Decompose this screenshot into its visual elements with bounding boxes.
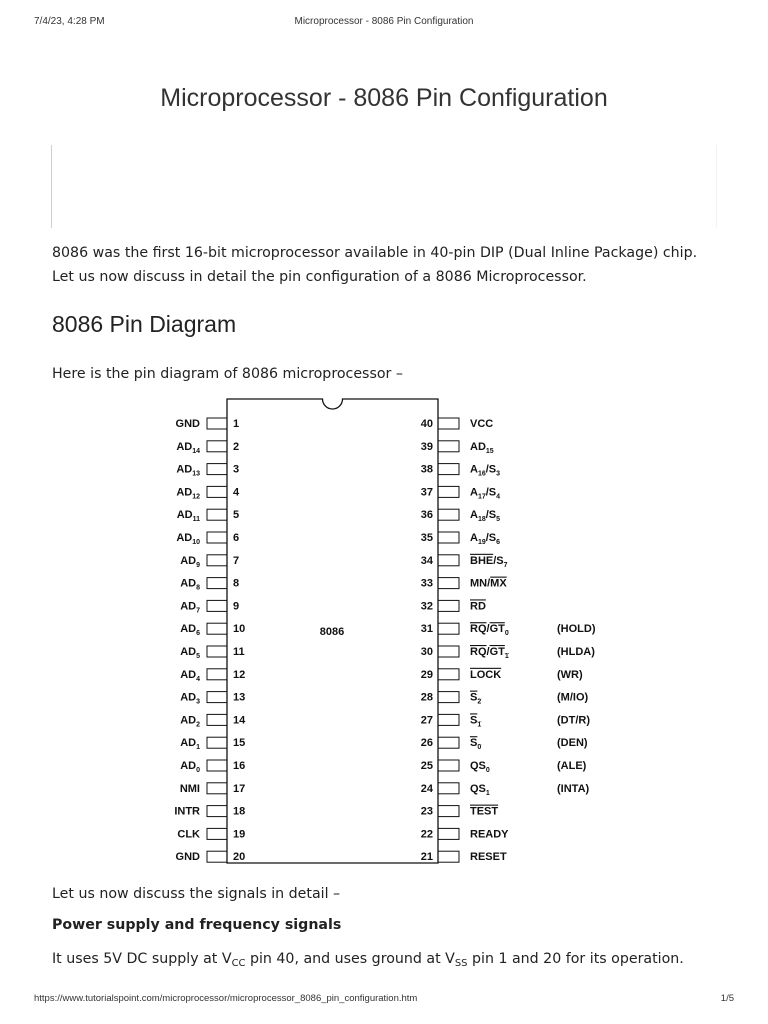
- pin-box-40: [438, 418, 459, 429]
- pin-alt-function-24: (INTA): [557, 782, 590, 795]
- pin-box-6: [207, 532, 227, 543]
- pin-label-13: $AD_3$: [180, 691, 200, 706]
- pin-number-10: 10: [233, 623, 246, 636]
- pin-box-17: [207, 783, 227, 794]
- pin-box-38: [438, 464, 459, 475]
- pin-number-32: 32: [420, 600, 433, 613]
- pin-box-18: [207, 806, 227, 817]
- pin-alt-function-29: (WR): [557, 668, 583, 681]
- power-text-part1: It uses 5V DC supply at V: [52, 951, 232, 967]
- pin-number-22: 22: [420, 828, 433, 841]
- power-supply-paragraph: [52, 947, 722, 971]
- pin-box-3: [207, 464, 227, 475]
- pin-box-15: [207, 737, 227, 748]
- pin-label-36: $A_{18}/S_5$: [470, 509, 501, 524]
- pin-number-1: 1: [233, 418, 240, 430]
- pin-box-12: [207, 669, 227, 680]
- print-datetime: 7/4/23, 4:28 PM: [34, 16, 105, 27]
- pin-box-22: [438, 828, 459, 839]
- pin-label-23: TEST: [470, 805, 499, 818]
- pin-number-26: 26: [420, 737, 433, 750]
- diagram-intro-text: Here is the pin diagram of 8086 microprocessor –: [52, 366, 403, 382]
- pin-label-20: GND: [175, 851, 200, 864]
- pin-box-26: [438, 737, 459, 748]
- pin-label-12: $AD_4$: [180, 668, 200, 683]
- pin-box-34: [438, 555, 459, 566]
- pin-number-21: 21: [420, 851, 433, 864]
- pin-label-2: $AD_{14}$: [176, 440, 200, 455]
- pin-number-34: 34: [420, 554, 433, 567]
- pin-label-27: $S_1$: [470, 714, 482, 729]
- pin-diagram: [150, 390, 620, 870]
- pin-label-39: $AD_{15}$: [470, 440, 494, 455]
- pin-label-15: $AD_1$: [180, 737, 200, 752]
- pin-number-24: 24: [420, 782, 433, 795]
- pin-label-22: READY: [470, 828, 509, 841]
- pin-number-2: 2: [233, 440, 240, 453]
- pin-label-4: $AD_{12}$: [176, 486, 200, 501]
- pin-label-1: GND: [175, 418, 200, 430]
- pin-label-9: $AD_7$: [180, 600, 200, 615]
- pin-number-31: 31: [420, 623, 433, 636]
- pin-label-10: $AD_6$: [180, 623, 200, 638]
- power-supply-heading: Power supply and frequency signals: [52, 917, 342, 933]
- pin-box-39: [438, 441, 459, 452]
- pin-alt-function-26: (DEN): [557, 737, 588, 750]
- pin-number-18: 18: [233, 805, 246, 818]
- pin-number-35: 35: [420, 532, 433, 544]
- pin-label-6: $AD_{10}$: [176, 532, 200, 546]
- pin-number-27: 27: [420, 714, 433, 727]
- pin-label-32: RD: [470, 600, 486, 613]
- pin-label-30: $RQ/GT_1$: [470, 646, 509, 660]
- pin-label-7: $AD_9$: [180, 554, 200, 569]
- pin-box-1: [207, 418, 227, 429]
- pin-box-16: [207, 760, 227, 771]
- pin-label-21: RESET: [470, 851, 507, 864]
- pin-number-20: 20: [233, 851, 246, 864]
- pin-number-13: 13: [233, 691, 246, 704]
- vcc-subscript: CC: [231, 958, 246, 969]
- pin-box-28: [438, 692, 459, 703]
- pin-number-28: 28: [420, 691, 433, 704]
- pin-number-5: 5: [233, 509, 240, 522]
- power-text-part3: pin 1 and 20 for its operation.: [467, 951, 684, 967]
- ad-placeholder-edge: [716, 145, 717, 228]
- chip-label: 8086: [319, 626, 345, 638]
- pin-box-31: [438, 623, 459, 634]
- pin-alt-function-27: (DT/R): [557, 714, 590, 727]
- pin-number-39: 39: [420, 440, 433, 453]
- pin-label-26: $S_0$: [470, 737, 482, 752]
- pin-box-30: [438, 646, 459, 657]
- pin-number-15: 15: [233, 737, 246, 750]
- pin-number-14: 14: [233, 714, 246, 727]
- pin-box-36: [438, 509, 459, 520]
- pin-label-34: BHE/$S_7$: [470, 554, 508, 569]
- ad-placeholder: [51, 145, 717, 228]
- pin-label-11: $AD_5$: [180, 646, 200, 660]
- pin-label-31: $RQ/GT_0$: [470, 623, 509, 638]
- pin-box-9: [207, 600, 227, 611]
- pin-label-17: NMI: [179, 782, 200, 795]
- pin-label-33: MN/MX: [470, 577, 507, 590]
- pin-box-11: [207, 646, 227, 657]
- pin-number-8: 8: [233, 577, 240, 590]
- pin-label-8: $AD_8$: [180, 577, 200, 592]
- pin-alt-function-31: (HOLD): [557, 623, 596, 636]
- pin-label-35: $A_{19}/S_6$: [470, 532, 501, 546]
- pin-label-24: $QS_1$: [470, 782, 490, 797]
- pin-label-25: $QS_0$: [470, 760, 490, 774]
- pin-number-17: 17: [233, 782, 246, 795]
- pin-label-14: $AD_2$: [180, 714, 200, 729]
- pin-number-9: 9: [233, 600, 240, 613]
- pin-box-37: [438, 486, 459, 497]
- pin-number-30: 30: [420, 646, 433, 658]
- pin-number-7: 7: [233, 554, 240, 567]
- pin-label-28: $S_2$: [470, 691, 482, 706]
- pin-number-3: 3: [233, 463, 240, 476]
- pin-label-18: INTR: [174, 805, 200, 818]
- pin-box-14: [207, 714, 227, 725]
- pin-label-5: $AD_{11}$: [176, 509, 200, 524]
- pin-box-27: [438, 714, 459, 725]
- pin-box-35: [438, 532, 459, 543]
- signals-intro-text: Let us now discuss the signals in detail –: [52, 886, 341, 902]
- pin-box-20: [207, 851, 227, 862]
- pin-label-38: $A_{16}/S_3$: [470, 463, 501, 478]
- section-heading-pin-diagram: 8086 Pin Diagram: [52, 311, 237, 337]
- pin-box-10: [207, 623, 227, 634]
- pin-box-33: [438, 578, 459, 589]
- pin-number-40: 40: [420, 418, 433, 430]
- pin-number-33: 33: [420, 577, 433, 590]
- pin-alt-function-25: (ALE): [557, 760, 587, 772]
- pin-number-37: 37: [420, 486, 433, 499]
- pin-number-19: 19: [233, 828, 246, 841]
- pin-box-25: [438, 760, 459, 771]
- print-url: https://www.tutorialspoint.com/microprocessor/microprocessor_8086_pin_configuration.htm: [34, 993, 418, 1004]
- pin-box-21: [438, 851, 459, 862]
- pin-box-13: [207, 692, 227, 703]
- pin-number-23: 23: [420, 805, 433, 818]
- vss-subscript: SS: [454, 958, 468, 969]
- pin-number-11: 11: [233, 646, 245, 658]
- pin-label-3: $AD_{13}$: [176, 463, 200, 478]
- pin-label-29: LOCK: [470, 668, 502, 681]
- pin-box-7: [207, 555, 227, 566]
- pin-box-19: [207, 828, 227, 839]
- pin-label-19: CLK: [177, 828, 200, 841]
- pin-number-38: 38: [420, 463, 433, 476]
- pin-box-8: [207, 578, 227, 589]
- print-doc-title: Microprocessor - 8086 Pin Configuration: [294, 16, 474, 27]
- pin-box-4: [207, 486, 227, 497]
- pin-box-24: [438, 783, 459, 794]
- pin-label-16: $AD_0$: [180, 760, 200, 774]
- pin-alt-function-28: (M/IO): [557, 691, 589, 704]
- pin-label-37: $A_{17}/S_4$: [470, 486, 501, 501]
- intro-paragraph: 8086 was the first 16-bit microprocessor available in 40-pin DIP (Dual Inline Package) chip. Let us now discuss in detail the pin configuration of a 8086 Microprocessor.: [52, 245, 698, 285]
- pin-number-29: 29: [420, 668, 433, 681]
- pin-box-32: [438, 600, 459, 611]
- print-page-number: 1/5: [720, 993, 734, 1004]
- pin-number-12: 12: [233, 668, 246, 681]
- pin-number-36: 36: [420, 509, 433, 522]
- pin-label-40: VCC: [470, 418, 494, 430]
- pin-box-5: [207, 509, 227, 520]
- pin-number-4: 4: [233, 486, 240, 499]
- power-text-part2: pin 40, and uses ground at V: [245, 951, 455, 967]
- pin-box-29: [438, 669, 459, 680]
- pin-number-25: 25: [420, 760, 433, 772]
- pin-number-6: 6: [233, 532, 240, 544]
- pin-box-23: [438, 806, 459, 817]
- pin-box-2: [207, 441, 227, 452]
- pin-number-16: 16: [233, 760, 246, 772]
- page-title: Microprocessor - 8086 Pin Configuration: [160, 84, 608, 112]
- pin-alt-function-30: (HLDA): [557, 646, 595, 658]
